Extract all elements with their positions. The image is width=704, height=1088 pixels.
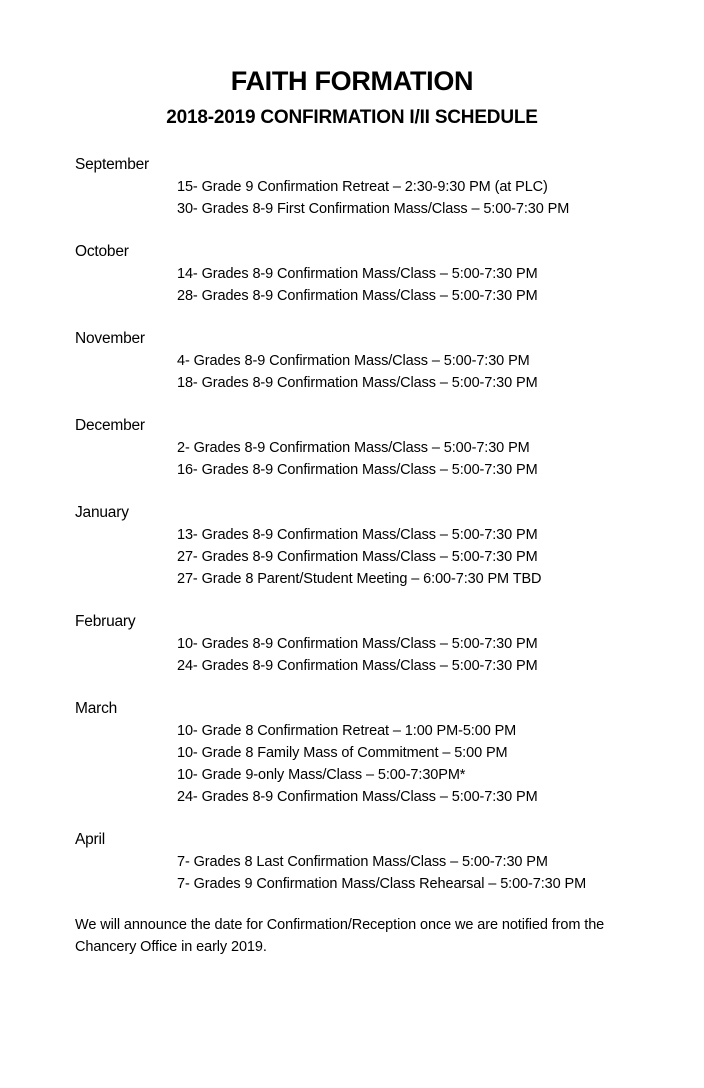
schedule [75, 154, 675, 916]
schedule-entry: 24- Grades 8-9 Confirmation Mass/Class – 5:00-7:30 PM [177, 658, 538, 674]
schedule-entry: 4- Grades 8-9 Confirmation Mass/Class – 5:00-7:30 PM [177, 353, 530, 369]
month-march [75, 698, 675, 808]
schedule-entry: 28- Grades 8-9 Confirmation Mass/Class – 5:00-7:30 PM [177, 288, 538, 304]
month-heading: September [75, 156, 150, 173]
schedule-entry: 10- Grades 8-9 Confirmation Mass/Class – 5:00-7:30 PM [177, 636, 538, 652]
month-october [75, 241, 675, 307]
schedule-entry: 27- Grade 8 Parent/Student Meeting – 6:00-7:30 PM TBD [177, 571, 542, 587]
month-heading: October [75, 243, 129, 260]
month-january [75, 502, 675, 590]
schedule-entry: 30- Grades 8-9 First Confirmation Mass/Class – 5:00-7:30 PM [177, 201, 570, 217]
month-april [75, 829, 675, 895]
schedule-entry: 16- Grades 8-9 Confirmation Mass/Class – 5:00-7:30 PM [177, 462, 538, 478]
month-november [75, 328, 675, 394]
schedule-entry: 2- Grades 8-9 Confirmation Mass/Class – 5:00-7:30 PM [177, 440, 530, 456]
schedule-entry: 24- Grades 8-9 Confirmation Mass/Class – 5:00-7:30 PM [177, 789, 538, 805]
schedule-entry: 27- Grades 8-9 Confirmation Mass/Class – 5:00-7:30 PM [177, 549, 538, 565]
month-heading: December [75, 417, 145, 434]
page-subtitle: 2018-2019 CONFIRMATION I/II SCHEDULE [166, 107, 538, 128]
schedule-entry: 10- Grade 8 Family Mass of Commitment – 5:00 PM [177, 745, 508, 761]
schedule-entry: 7- Grades 9 Confirmation Mass/Class Rehearsal – 5:00-7:30 PM [177, 876, 587, 892]
schedule-entry: 14- Grades 8-9 Confirmation Mass/Class – 5:00-7:30 PM [177, 266, 538, 282]
schedule-entry: 18- Grades 8-9 Confirmation Mass/Class – 5:00-7:30 PM [177, 375, 538, 391]
page-title: FAITH FORMATION [230, 66, 474, 96]
month-december [75, 415, 675, 481]
month-heading: April [75, 831, 106, 848]
month-heading: March [75, 700, 118, 717]
month-heading: November [75, 330, 145, 347]
month-september [75, 154, 675, 220]
footer-note: We will announce the date for Confirmation/Reception once we are notified from the Chancery Office in early 2019. [75, 917, 605, 955]
schedule-entry: 7- Grades 8 Last Confirmation Mass/Class – 5:00-7:30 PM [177, 854, 548, 870]
schedule-entry: 15- Grade 9 Confirmation Retreat – 2:30-9:30 PM (at PLC) [177, 179, 548, 195]
schedule-entry: 13- Grades 8-9 Confirmation Mass/Class – 5:00-7:30 PM [177, 527, 538, 543]
schedule-entry: 10- Grade 8 Confirmation Retreat – 1:00 PM-5:00 PM [177, 723, 517, 739]
month-heading: February [75, 613, 136, 630]
schedule-entry: 10- Grade 9-only Mass/Class – 5:00-7:30PM* [177, 767, 466, 783]
month-february [75, 611, 675, 677]
month-heading: January [75, 504, 129, 521]
